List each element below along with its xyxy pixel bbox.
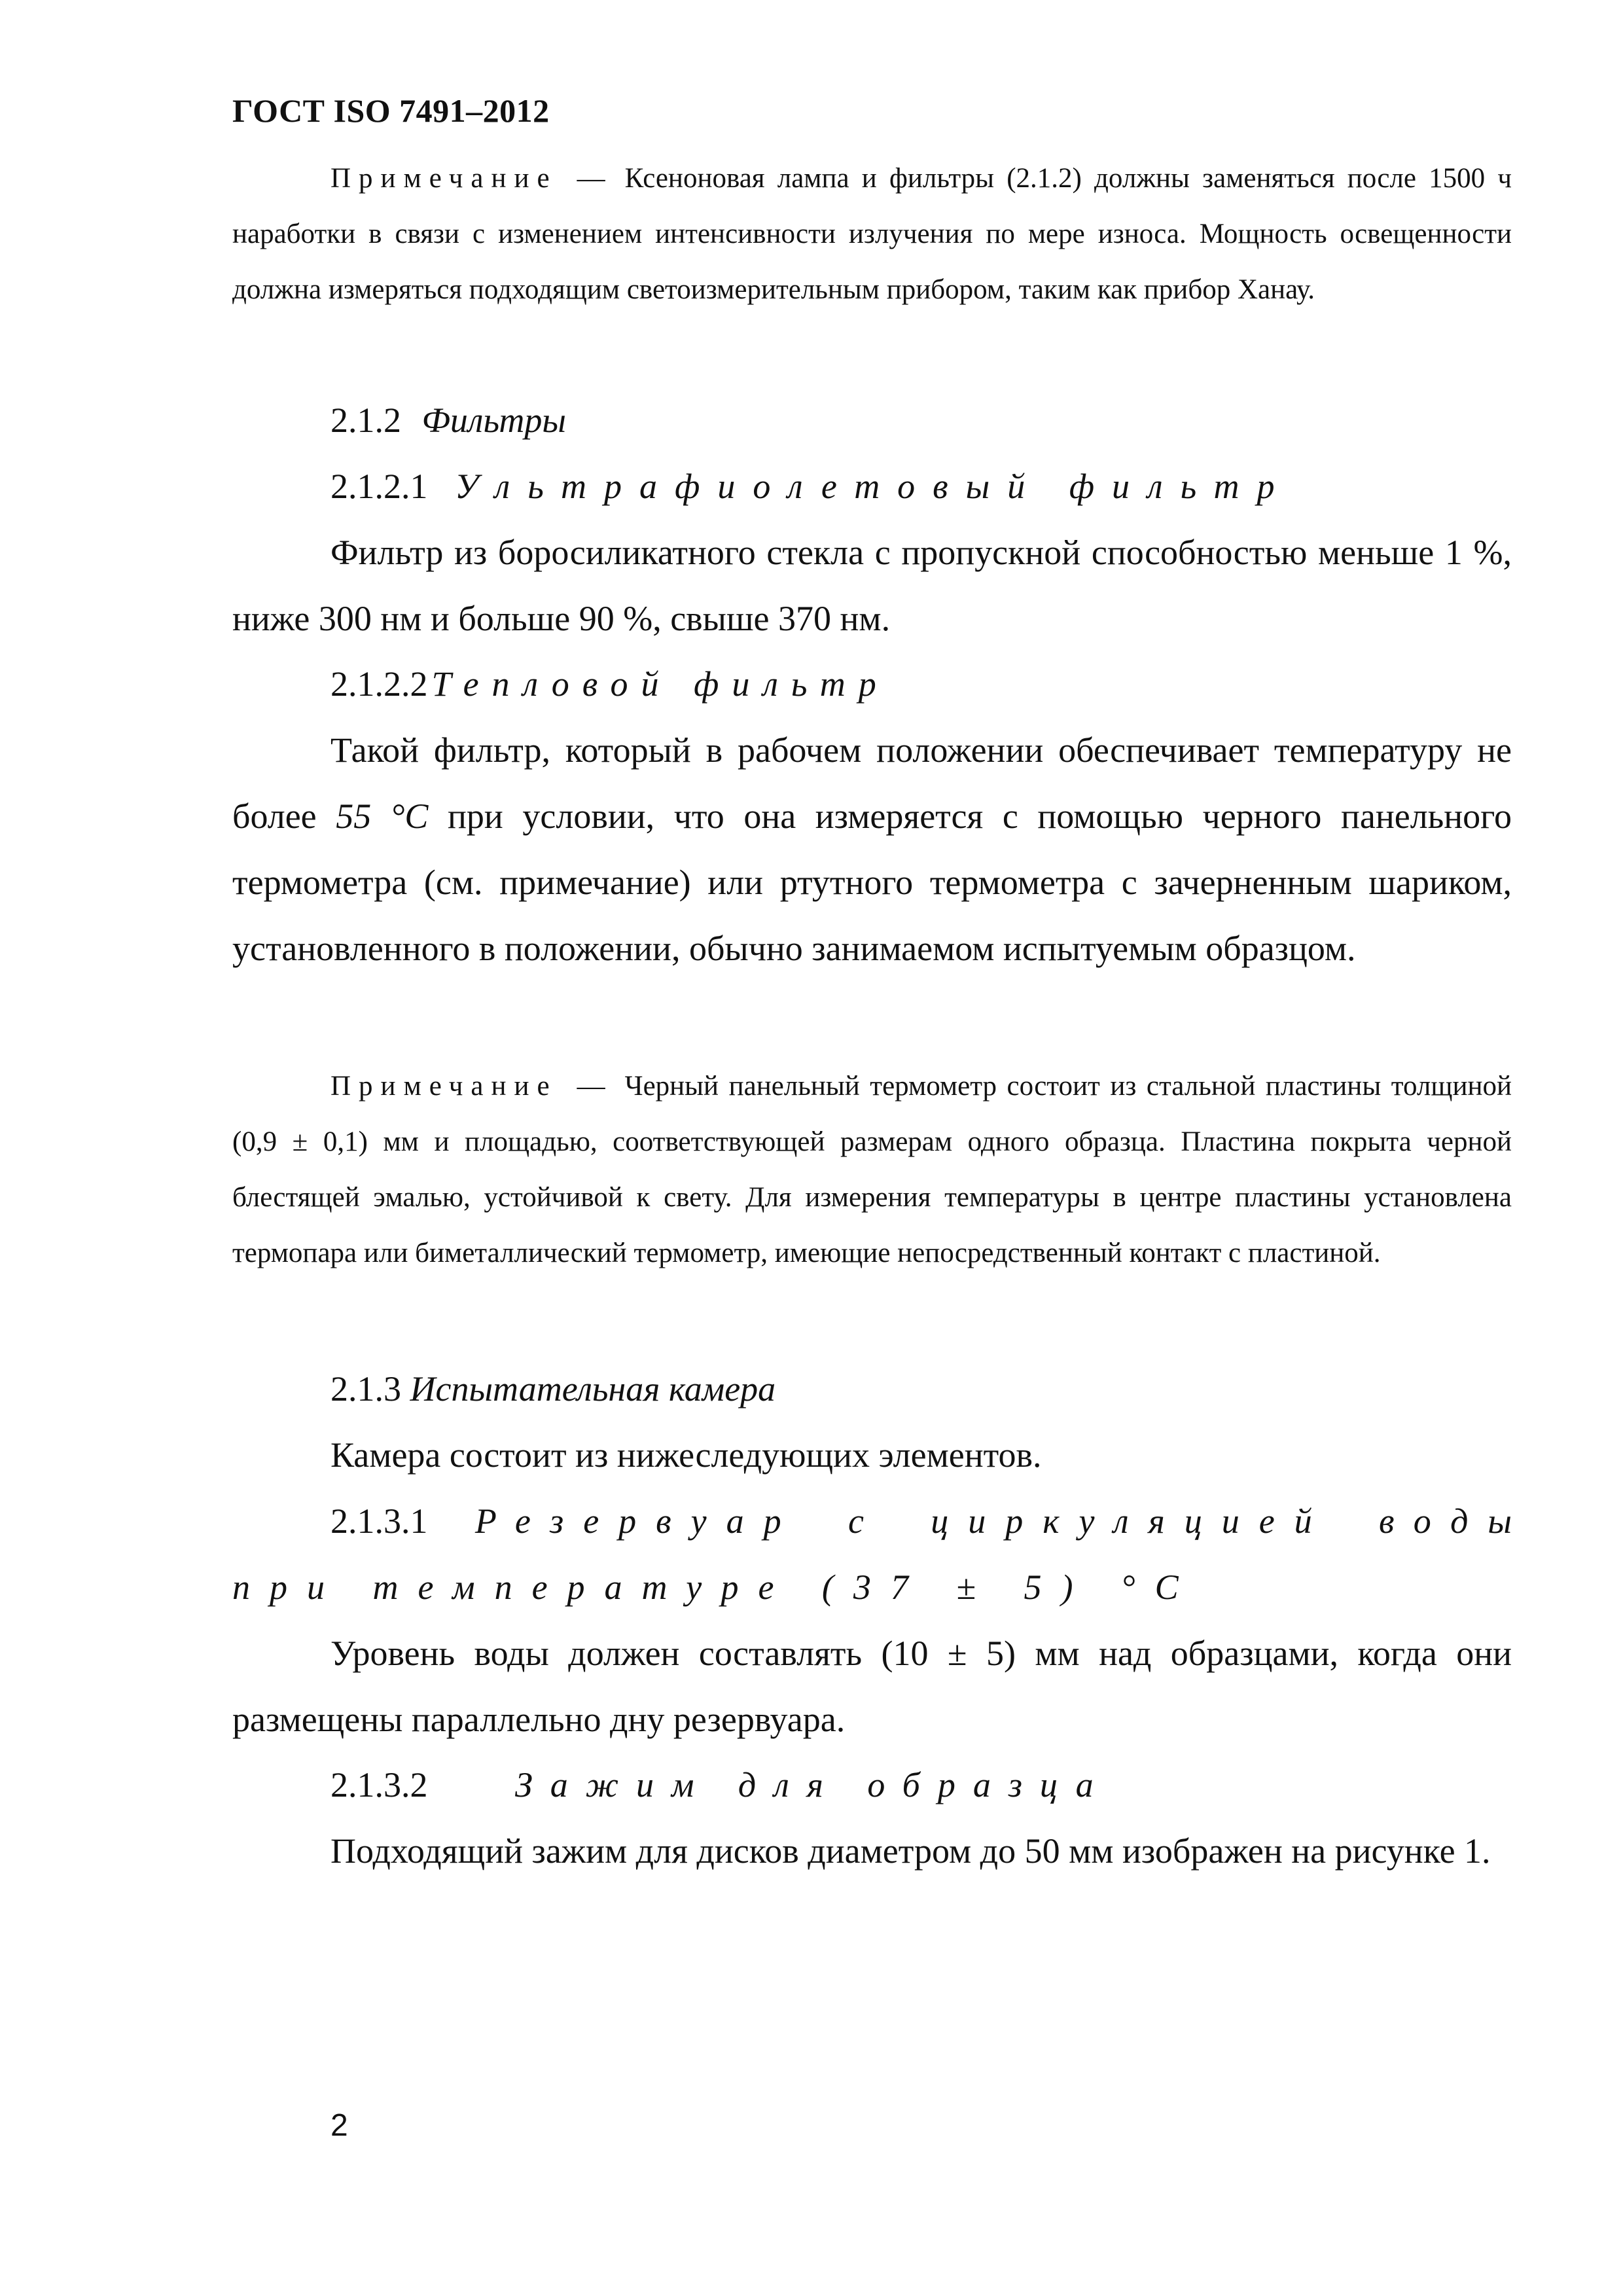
section-number: 2.1.2 — [330, 401, 401, 440]
note-text: Черный панельный термометр состоит из стальной пластины толщиной (0,9 ± 0,1) мм и площадью, соответствующей размерам одного образца. Пластина покрыта черной блестящей эмалью, устойчивой к свету. Для измерения температуры в центре пластины установлена термопара или биметаллический термометр, имеющие непосредственный контакт с пластиной. — [232, 1071, 1512, 1268]
section-title: Фильтры — [421, 401, 566, 440]
section-title-word: воды — [1379, 1501, 1531, 1541]
section-number: 2.1.2.1 — [330, 467, 428, 506]
section-title-word: Резервуар — [474, 1501, 801, 1541]
section-title: Ультрафиолетовый фильтр — [455, 467, 1293, 506]
paragraph-test-chamber: Камера состоит из нижеследующих элементов. — [330, 1435, 1042, 1475]
paragraph-specimen-clamp: Подходящий зажим для дисков диаметром до 50 мм изображен на рисунке 1. — [330, 1831, 1491, 1871]
note-xenon-lamp — [232, 151, 1512, 317]
section-number: 2.1.3.2 — [330, 1765, 428, 1804]
note-text: Ксеноновая лампа и фильтры (2.1.2) должны заменяться после 1500 ч наработки в связи с изменением интенсивности излучения по мере износа. Мощность освещенности должна измеряться подходящим светоизмерительным прибором, таким как прибор Ханау. — [232, 163, 1512, 305]
note-dash: — — [577, 163, 605, 194]
paragraph-text: Такой фильтр, который в рабочем положении обеспечивает температуру не более — [232, 730, 1512, 836]
section-number: 2.1.2.2 — [330, 664, 428, 704]
note-dash: — — [577, 1071, 605, 1102]
note-label: Примечание — [330, 163, 558, 194]
section-heading-2-1-2-2 — [330, 651, 889, 717]
section-title: Зажим для образца — [515, 1765, 1111, 1804]
note-label: Примечание — [330, 1071, 558, 1102]
section-title-continued: при температуре (37 ± 5) °С — [232, 1568, 1198, 1607]
paragraph-uv-filter: Фильтр из боросиликатного стекла с пропускной способностью меньше 1 %, ниже 300 нм и больше 90 %, свыше 370 нм. — [232, 533, 1512, 638]
section-heading-line — [232, 1488, 1531, 1554]
section-number: 2.1.3 — [330, 1369, 401, 1408]
section-heading-2-1-2 — [330, 387, 566, 454]
paragraph-water-level: Уровень воды должен составлять (10 ± 5) мм над образцами, когда они размещены параллельно дну резервуара. — [232, 1634, 1512, 1739]
note-black-panel-thermometer — [232, 1058, 1512, 1281]
paragraph-text-continued: при условии, что она измеряется с помощью черного панельного термометра (см. примечание) или ртутного термометра с зачерненным шариком, установленного в положении, обычно занимаемом испытуемым образцом. — [232, 797, 1512, 968]
section-number: 2.1.3.1 — [330, 1501, 428, 1541]
paragraph-heat-filter — [232, 717, 1512, 982]
section-title: Испытательная камера — [410, 1369, 776, 1408]
section-heading-2-1-3-1 — [232, 1488, 1531, 1621]
temperature-value: 55 °С — [336, 797, 429, 836]
section-heading-2-1-3 — [330, 1356, 776, 1422]
section-title: Тепловой фильтр — [431, 664, 889, 704]
section-title-word: циркуляцией — [931, 1501, 1332, 1541]
section-title-word: с — [847, 1501, 883, 1541]
page-number: 2 — [330, 2108, 348, 2143]
document-header: ГОСТ ISO 7491–2012 — [232, 92, 550, 129]
section-heading-2-1-3-2 — [330, 1752, 1111, 1818]
section-heading-2-1-2-1 — [330, 454, 1292, 520]
